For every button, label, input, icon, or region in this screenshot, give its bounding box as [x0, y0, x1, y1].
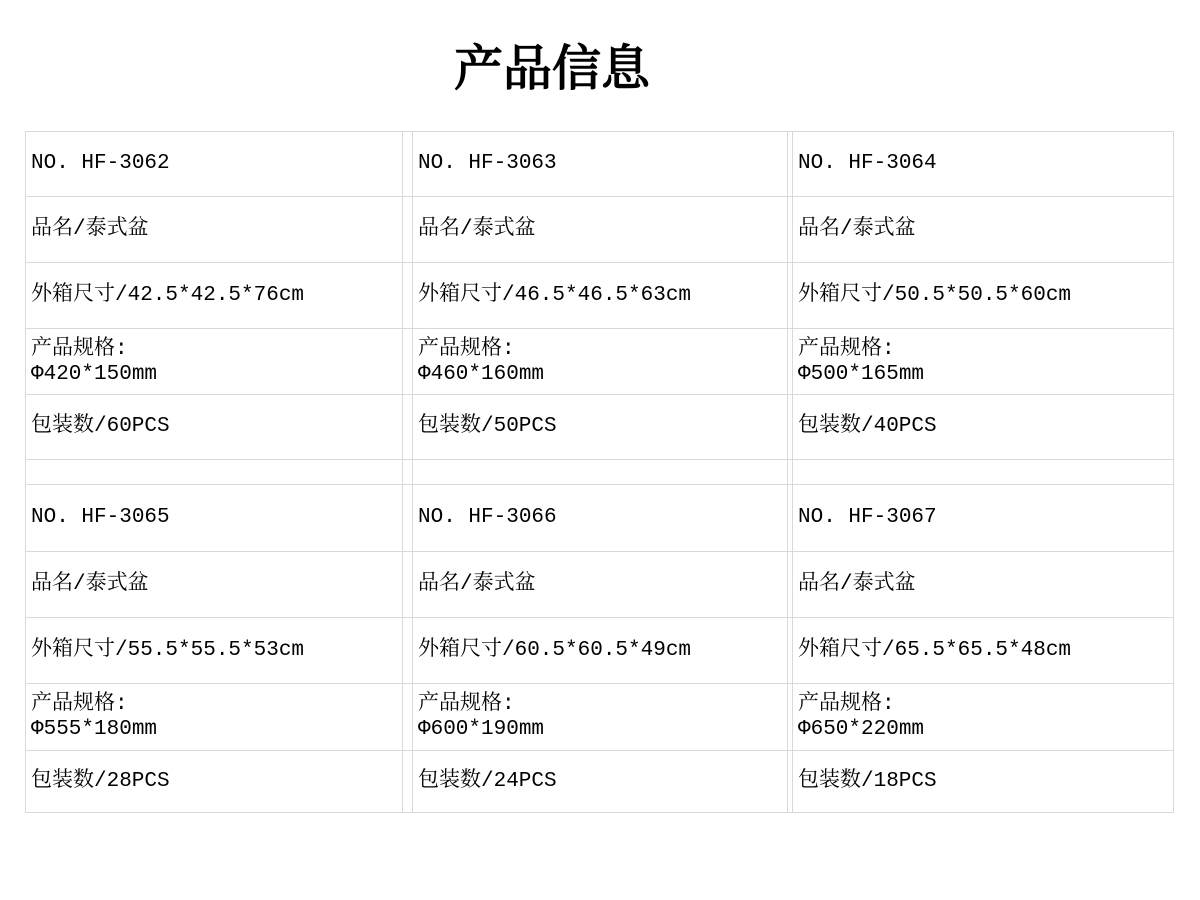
product-spec-cell [793, 684, 1174, 751]
spacer-cell [403, 132, 413, 197]
page-title: 产品信息 [453, 42, 650, 96]
box-size-cell: 外箱尺寸/50.5*50.5*60cm [793, 263, 1174, 329]
product-no-cell: NO. HF-3067 [793, 485, 1174, 552]
packing-cell: 包装数/24PCS [413, 751, 788, 813]
product-name-cell: 品名/泰式盆 [26, 197, 403, 263]
spec-value: Φ600*190mm [418, 718, 545, 741]
spacer-cell [403, 460, 413, 485]
packing-cell: 包装数/18PCS [793, 751, 1174, 813]
product-name-cell: 品名/泰式盆 [26, 552, 403, 618]
packing-cell: 包装数/28PCS [26, 751, 403, 813]
row-product-no [26, 485, 1174, 552]
row-product-no [26, 132, 1174, 197]
product-name-cell: 品名/泰式盆 [793, 197, 1174, 263]
row-box-size [26, 618, 1174, 684]
row-spec [26, 684, 1174, 751]
box-size-cell: 外箱尺寸/46.5*46.5*63cm [413, 263, 788, 329]
product-no-cell: NO. HF-3066 [413, 485, 788, 552]
product-spec-cell [793, 329, 1174, 395]
row-product-name [26, 552, 1174, 618]
packing-cell: 包装数/60PCS [26, 395, 403, 460]
product-no-cell: NO. HF-3064 [793, 132, 1174, 197]
product-name-cell: 品名/泰式盆 [413, 552, 788, 618]
spec-value: Φ500*165mm [798, 362, 925, 386]
spec-value: Φ650*220mm [798, 718, 925, 741]
spacer-cell [403, 263, 413, 329]
product-no-cell: NO. HF-3063 [413, 132, 788, 197]
spec-value: Φ460*160mm [418, 362, 545, 386]
box-size-cell: 外箱尺寸/60.5*60.5*49cm [413, 618, 788, 684]
product-no-cell: NO. HF-3065 [26, 485, 403, 552]
row-box-size [26, 263, 1174, 329]
spec-label: 产品规格: [31, 337, 128, 361]
spacer-cell [403, 751, 413, 813]
product-name-cell: 品名/泰式盆 [413, 197, 788, 263]
product-info-table [25, 131, 1174, 813]
row-spec [26, 329, 1174, 395]
spacer-cell [403, 485, 413, 552]
spacer-cell [26, 460, 403, 485]
spacer-cell [403, 552, 413, 618]
spec-label: 产品规格: [798, 337, 895, 361]
spec-value: Φ555*180mm [31, 718, 158, 741]
spec-label: 产品规格: [418, 693, 515, 716]
packing-cell: 包装数/50PCS [413, 395, 788, 460]
product-spec-cell [413, 329, 788, 395]
row-packing [26, 395, 1174, 460]
product-no-cell: NO. HF-3062 [26, 132, 403, 197]
spacer-cell [403, 395, 413, 460]
spec-label: 产品规格: [798, 693, 895, 716]
spec-label: 产品规格: [31, 693, 128, 716]
row-packing [26, 751, 1174, 813]
spacer-cell [403, 197, 413, 263]
row-spacer [26, 460, 1174, 485]
spacer-cell [403, 329, 413, 395]
box-size-cell: 外箱尺寸/65.5*65.5*48cm [793, 618, 1174, 684]
box-size-cell: 外箱尺寸/42.5*42.5*76cm [26, 263, 403, 329]
box-size-cell: 外箱尺寸/55.5*55.5*53cm [26, 618, 403, 684]
spacer-cell [403, 618, 413, 684]
spacer-cell [413, 460, 788, 485]
packing-cell: 包装数/40PCS [793, 395, 1174, 460]
row-product-name [26, 197, 1174, 263]
spec-label: 产品规格: [418, 337, 515, 361]
spec-value: Φ420*150mm [31, 362, 158, 386]
product-spec-cell [413, 684, 788, 751]
spacer-cell [793, 460, 1174, 485]
product-spec-cell [26, 329, 403, 395]
product-name-cell: 品名/泰式盆 [793, 552, 1174, 618]
product-spec-cell [26, 684, 403, 751]
spacer-cell [403, 684, 413, 751]
